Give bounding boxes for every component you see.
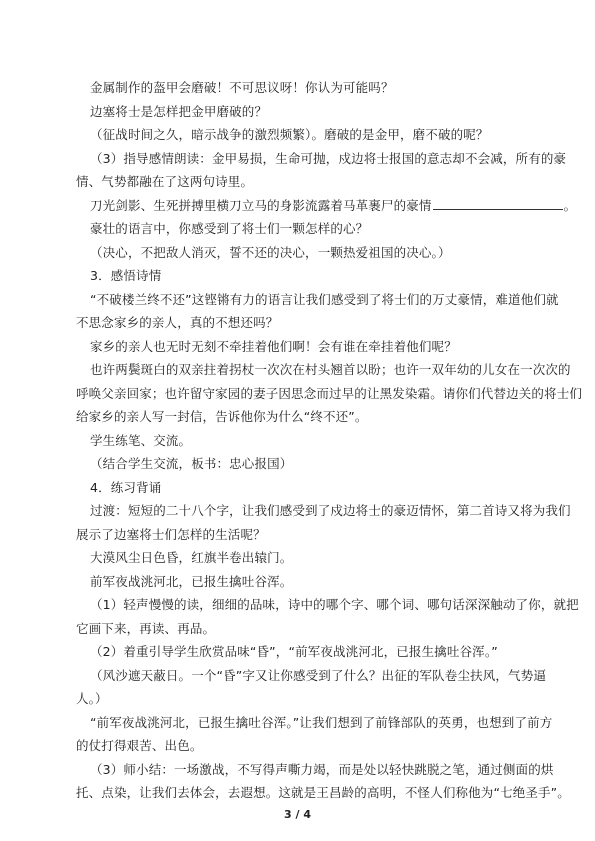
paragraph-line: 给家乡的亲人写一封信，告诉他你为什么“终不还”。 [76,409,368,424]
paragraph-line: 的仗打得艰苦、出色。 [76,738,203,753]
paragraph-line-with-blank [90,198,576,214]
paragraph-line: “前军夜战洮河北，已报生擒吐谷浑。”让我们想到了前锋部队的英勇，也想到了前方 [90,715,553,730]
fill-in-blank [433,198,563,210]
poem-line: 前军夜战洮河北，已报生擒吐谷浑。 [90,574,293,589]
paragraph-line: （风沙遮天蔽日。一个“昏”字又让你感受到了什么？出征的军队卷尘扶风，气势逼 [90,668,547,683]
paragraph-line: 情、气势都融在了这两句诗里。 [76,174,254,189]
paragraph-line: 呼唤父亲回家；也许留守家园的妻子因思念而过早的让黑发染霜。请你们代替边关的将士们 [76,386,583,401]
paragraph-line: （结合学生交流，板书：忠心报国） [90,456,293,471]
paragraph-line: （征战时间之久，暗示战争的激烈频繁）。磨破的是金甲，磨不破的呢？ [90,127,489,142]
paragraph-line: （1）轻声慢慢的读，细细的品味，诗中的哪个字、哪个词、哪句话深深触动了你，就把 [90,597,579,612]
paragraph-line: 豪壮的语言中，你感受到了将士们一颗怎样的心？ [90,221,369,236]
paragraph-line: 家乡的亲人也无时无刻不牵挂着他们啊！会有谁在牵挂着他们呢？ [90,339,457,354]
section-heading: 4．练习背诵 [90,480,162,495]
paragraph-line: “不破楼兰终不还”这铿锵有力的语言让我们感受到了将士们的万丈豪情，难道他们就 [90,292,559,307]
paragraph-line: 学生练笔、交流。 [90,433,192,448]
paragraph-line: 边塞将士是怎样把金甲磨破的？ [90,104,268,119]
line-text: 刀光剑影、生死拼搏里横刀立马的身影流露着马革裹尸的豪情 [90,198,432,213]
paragraph-line: 也许两鬓斑白的双亲拄着拐杖一次次在村头翘首以盼；也许一双年幼的儿女在一次次的 [90,362,571,377]
paragraph-line: 展示了边塞将士们怎样的生活呢？ [76,527,266,542]
paragraph-line: （2）着重引导学生欣赏品味“昏”，“前军夜战洮河北，已报生擒吐谷浑。” [90,644,498,659]
line-text: 。 [563,198,577,213]
paragraph-line: 金属制作的盔甲会磨破！不可思议呀！你认为可能吗？ [90,80,394,95]
paragraph-line: 不思念家乡的亲人，真的不想还吗？ [76,315,279,330]
paragraph-line: （3）指导感情朗读：金甲易损，生命可抛，戍边将士报国的意志却不会减，所有的豪 [90,151,567,166]
paragraph-line: 人。） [76,691,108,706]
paragraph-line: 它画下来，再读、再品。 [76,621,216,636]
paragraph-line: （决心，不把敌人消灭，誓不还的决心，一颗热爱祖国的决心。） [90,245,451,260]
poem-line: 大漠风尘日色昏，红旗半卷出辕门。 [90,550,293,565]
paragraph-line: 过渡：短短的二十八个字，让我们感受到了戍边将士的豪迈情怀，第二首诗又将为我们 [90,503,571,518]
paragraph-line: （3）师小结：一场激战，不写得声嘶力竭，而是处以轻快跳脱之笔，通过侧面的烘 [90,762,554,777]
paragraph-line: 托、点染，让我们去体会，去遐想。这就是王昌龄的高明，不怪人们称他为“七绝圣手”。 [76,785,570,800]
page-number: 3 / 4 [284,808,311,821]
section-heading: 3．感悟诗情 [90,268,162,283]
